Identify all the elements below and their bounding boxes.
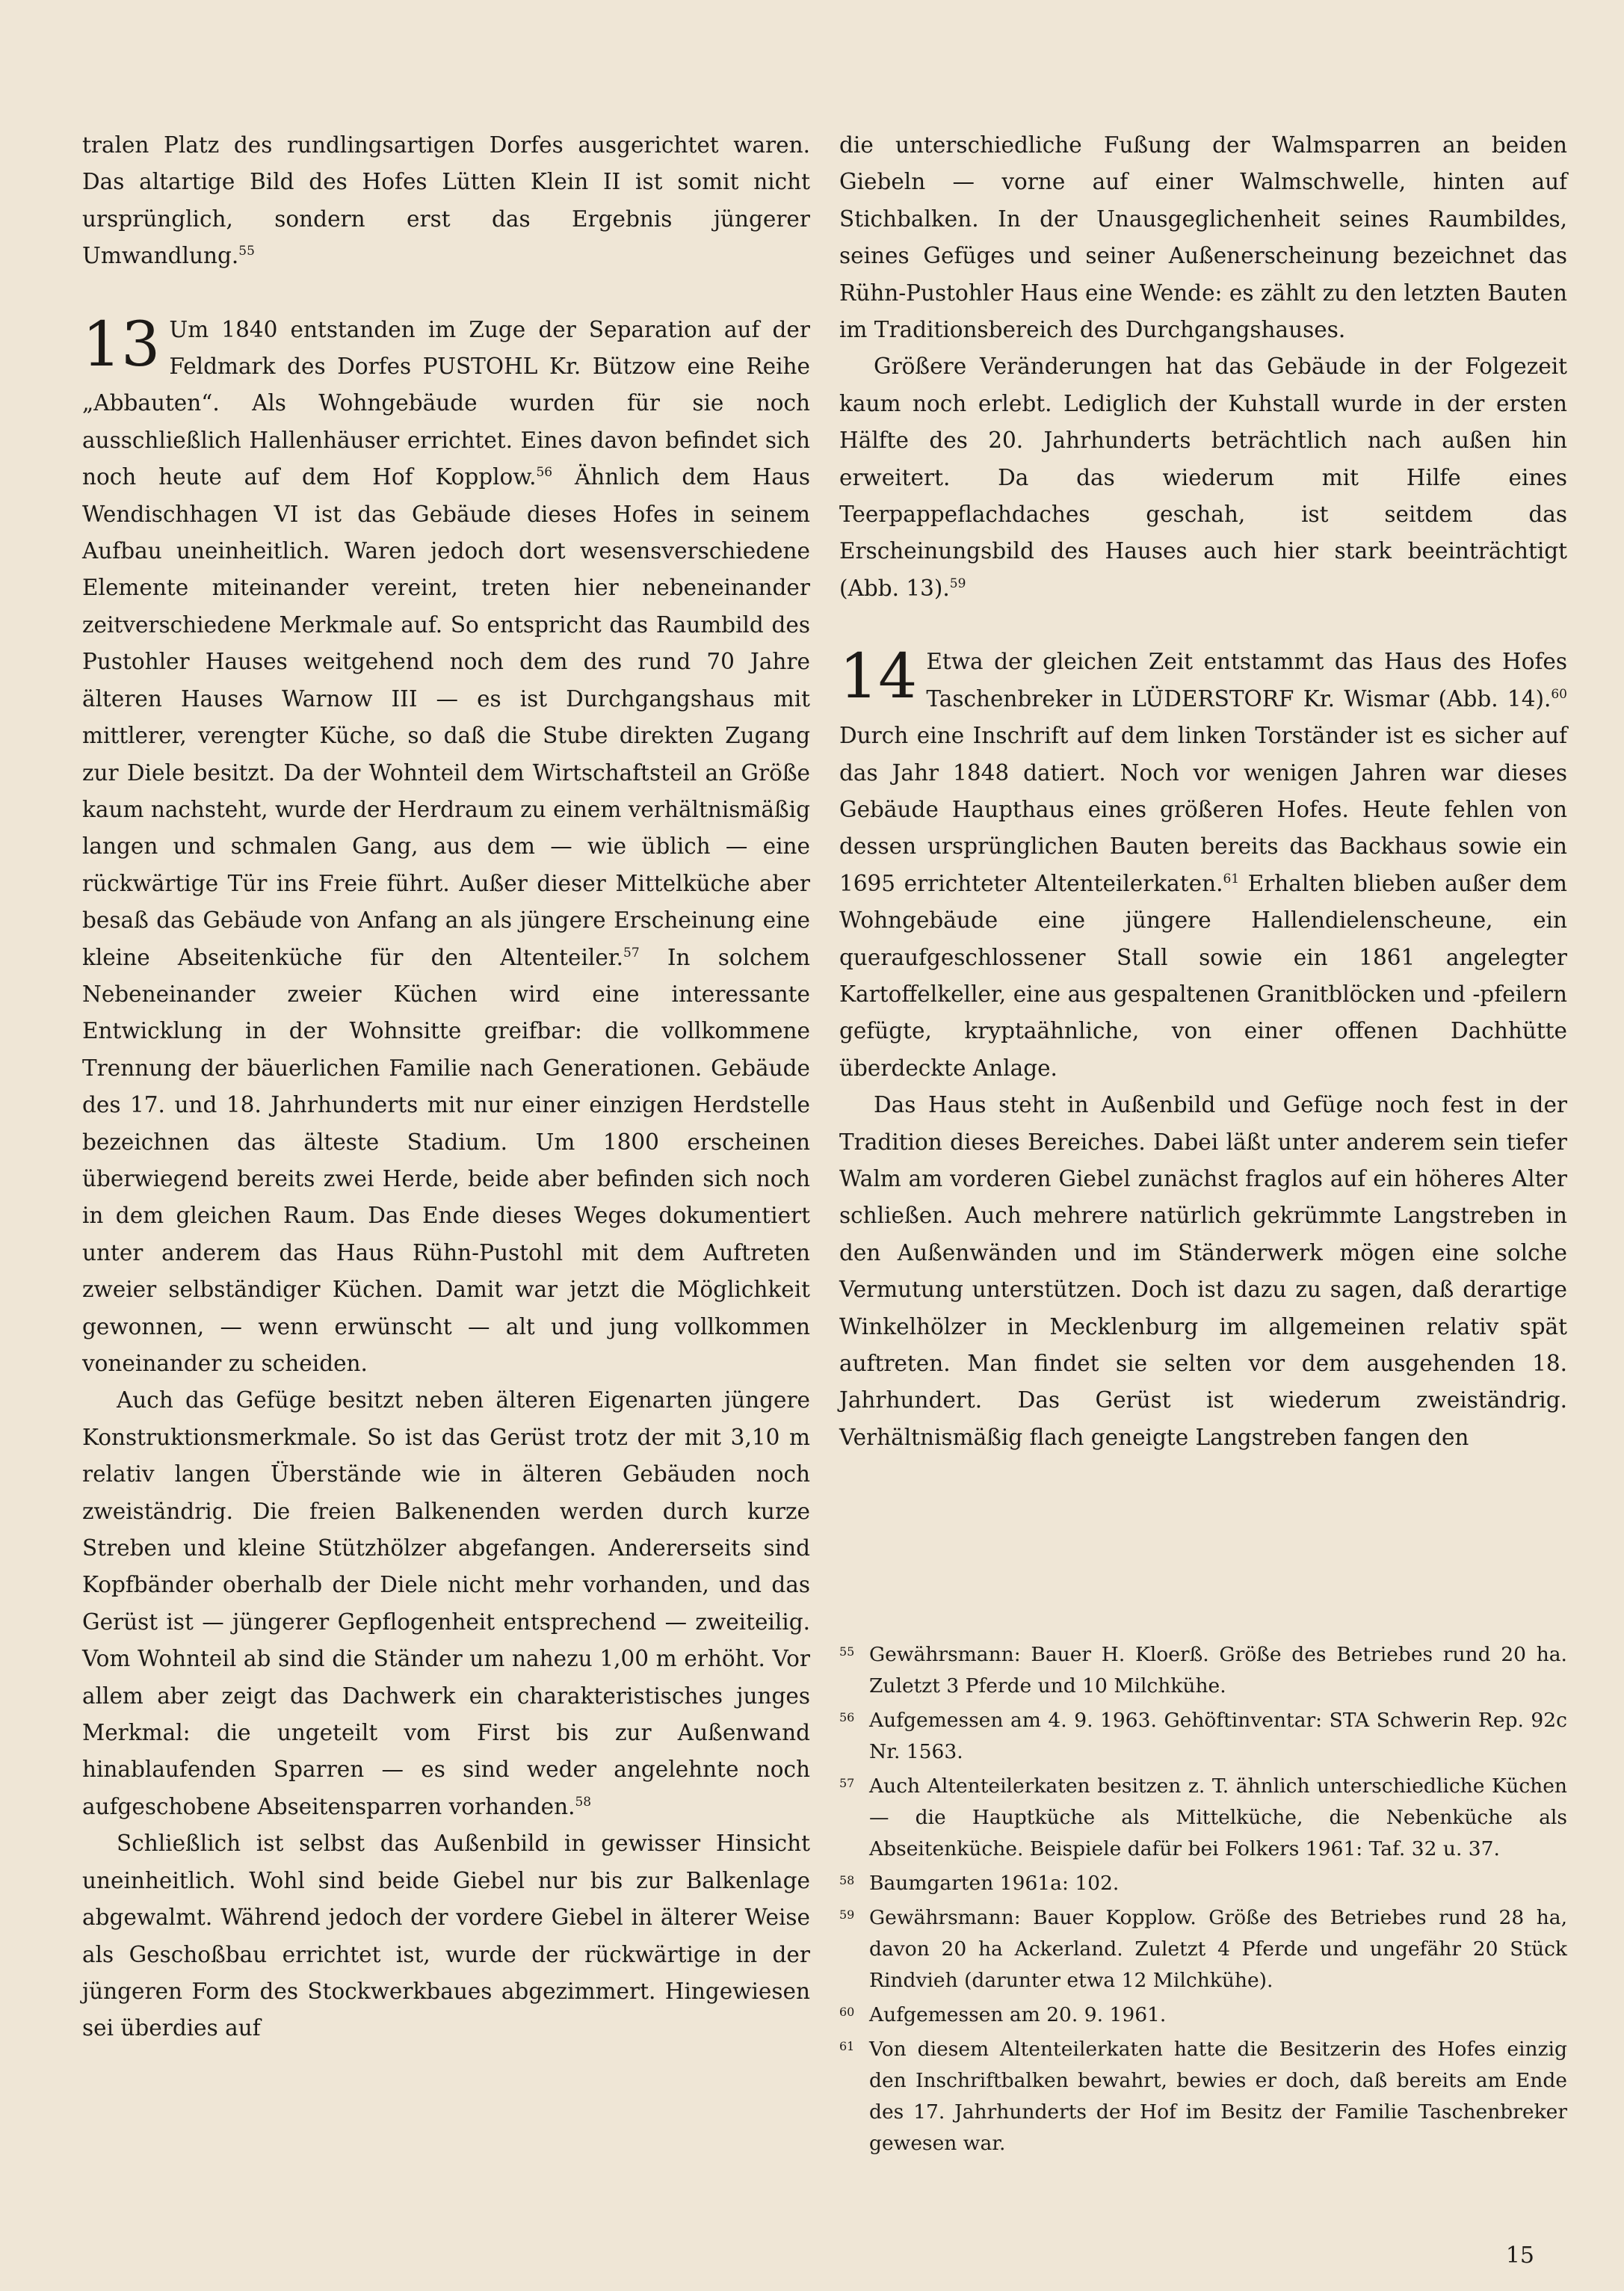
section-spacer — [839, 607, 1567, 644]
section-13-paragraph: 13 Um 1840 entstanden im Zuge der Separation auf der Feldmark des Dorfes PUSTOHL Kr. Bützow eine Reihe „Abbauten“. Als Wohngebäude wurden für sie noch ausschließlich Hallenhäuser errichtet. Eines davon befindet sich noch heute auf dem Hof Kopplow.$^{56}$ Ähnlich dem Haus Wendischhagen VI ist das Gebäude dieses Hofes in seinem Aufbau uneinheitlich. Waren jedoch dort wesensverschiedene Elemente miteinander vereint, treten hier nebeneinander zeitverschiedene Merkmale auf. So entspricht das Raumbild des Pustohler Hauses weitgehend noch dem des rund 70 Jahre älteren Hauses Warnow III — es ist Durchgangshaus mit mittlerer, verengter Küche, so daß die Stube direkten Zugang zur Diele besitzt. Da der Wohnteil dem Wirtschaftsteil an Größe kaum nachsteht, wurde der Herdraum zu einem verhältnismäßig langen und schmalen Gang, aus dem — wie üblich — eine rückwärtige Tür ins Freie führt. Außer dieser Mittelküche aber besaß das Gebäude von Anfang an als jüngere Erscheinung eine kleine Abseitenküche für den Altenteiler.$^{57}$ In solchem Nebeneinander zweier Küchen wird eine interessante Entwicklung in der Wohnsitte greifbar: die vollkommene Trennung der bäuerlichen Familie nach Generationen. Gebäude des 17. und 18. Jahrhunderts mit nur einer einzigen Herdstelle bezeichnen das älteste Stadium. Um 1800 erscheinen überwiegend bereits zwei Herde, beide aber befinden sich noch in dem gleichen Raum. Das Ende dieses Weges dokumentiert unter anderem das Haus Rühn-Pustohl mit dem Auftreten zweier selbständiger Küchen. Damit war jetzt die Möglichkeit gewonnen, — wenn erwünscht — alt und jung vollkommen voneinander zu scheiden. — [82, 309, 810, 1376]
footnote-ref[interactable]: 59 — [949, 576, 966, 592]
footnote-text: Von diesem Altenteilerkaten hatte die Besitzerin des Hofes einzig den Inschriftbalken bewahrt, bewies er doch, daß bereits am Ende des 17. Jahrhunderts der Hof im Besitz der Familie Taschenbreker gewesen war. — [869, 2038, 1567, 2155]
footnote-text: Baumgarten 1961a: 102. — [869, 1872, 1120, 1895]
footnote-ref[interactable]: 60 — [1551, 686, 1567, 702]
footnote — [839, 1999, 1567, 2031]
footnote-number: 57 — [839, 1776, 855, 1790]
paragraph: Das Haus steht in Außenbild und Gefüge noch fest in der Tradition dieses Bereiches. Dabei läßt unter anderem sein tiefer Walm am vorderen Giebel zunächst fraglos auf ein höheres Alter schließen. Auch mehrere natürlich gekrümmte Langstreben in den Außenwänden und im Ständerwerk mögen eine solche Vermutung unterstützen. Doch ist dazu zu sagen, daß derartige Winkelhölzer in Mecklenburg im allgemeinen relativ spät auftreten. Man findet sie selten vor dem ausgehenden 18. Jahrhundert. Das Gerüst ist wiederum zweiständrig. Verhältnismäßig flach geneigte Langstreben fangen den — [839, 1092, 1567, 1450]
footnote-ref[interactable]: 58 — [575, 1795, 592, 1810]
footnote-text: Aufgemessen am 20. 9. 1961. — [869, 2003, 1167, 2026]
footnote-text: Gewährsmann: Bauer Kopplow. Größe des Betriebes rund 28 ha, davon 20 ha Ackerland. Zuletzt 4 Pferde und ungefähr 20 Stück Rindvieh (darunter etwa 12 Milchkühe). — [869, 1906, 1567, 1992]
footnote-number: 59 — [839, 1908, 855, 1922]
paragraph-continuation: tralen Platz des rundlingsartigen Dorfes ausgerichtet waren. Das altartige Bild des Hofes Lütten Klein II ist somit nicht ursprünglich, sondern erst das Ergebnis jüngerer Umwandlung.$^{55}$ — [82, 132, 810, 269]
page-number: 15 — [1505, 2242, 1534, 2269]
section-14-paragraph: 14 Etwa der gleichen Zeit entstammt das Haus des Hofes Taschenbreker in LÜDERSTORF Kr. Wismar (Abb. 14).$^{60}$ Durch eine Inschrift auf dem linken Torständer ist es sicher auf das Jahr 1848 datiert. Noch vor wenigen Jahren war dieses Gebäude Haupthaus eines größeren Hofes. Heute fehlen von dessen ursprünglichen Bauten bereits das Backhaus sowie ein 1695 errichteter Altenteilerkaten.$^{61}$ Erhalten blieben außer dem Wohngebäude eine jüngere Hallendielenscheune, ein queraufgeschlossener Stall sowie ein 1861 angelegter Kartoffelkeller, eine aus gespaltenen Granitblöcken und -pfeilern gefügte, kryptaähnliche, von einer offenen Dachhütte überdeckte Anlage. — [839, 641, 1567, 1081]
section-number: 14 — [839, 641, 918, 713]
footnote-number: 55 — [839, 1644, 855, 1659]
footnote — [839, 1705, 1567, 1768]
left-column — [82, 127, 810, 2047]
footnote-ref[interactable]: 57 — [623, 945, 640, 961]
footnote — [839, 1771, 1567, 1865]
footnote — [839, 1868, 1567, 1899]
footnote-ref[interactable]: 56 — [536, 465, 553, 481]
footnote-text: Aufgemessen am 4. 9. 1963. Gehöftinventar: STA Schwerin Rep. 92c Nr. 1563. — [869, 1709, 1567, 1763]
section-spacer — [82, 275, 810, 312]
right-column — [839, 127, 1567, 1456]
paragraph-continuation: die unterschiedliche Fußung der Walmsparren an beiden Giebeln — vorne auf einer Walmschwelle, hinten auf Stichbalken. In der Unausgeglichenheit seines Raumbildes, seines Gefüges und seiner Außenerscheinung bezeichnet das Rühn-Pustohler Haus eine Wende: es zählt zu den letzten Bauten im Traditionsbereich des Durchgangshauses. — [839, 132, 1567, 343]
footnote-number: 56 — [839, 1710, 855, 1724]
footnote — [839, 1639, 1567, 1702]
paragraph: Auch das Gefüge besitzt neben älteren Eigenarten jüngere Konstruktionsmerkmale. So ist das Gerüst trotz der mit 3,10 m relativ langen Überstände wie in älteren Gebäuden noch zweiständrig. Die freien Balkenenden werden durch kurze Streben und kleine Stützhölzer abgefangen. Andererseits sind Kopfbänder oberhalb der Diele nicht mehr vorhanden, und das Gerüst ist — jüngerer Gepflogenheit entsprechend — zweiteilig. Vom Wohnteil ab sind die Ständer um nahezu 1,00 m erhöht. Vor allem aber zeigt das Dachwerk ein charakteristisches junges Merkmal: die ungeteilt vom First bis zur Außenwand hinablaufenden Sparren — es sind weder angelehnte noch aufgeschobene Abseitensparren vorhanden.$^{58}$ — [82, 1387, 810, 1819]
footnote-number: 61 — [839, 2039, 855, 2053]
footnote-text: Auch Altenteilerkaten besitzen z. T. ähnlich unterschiedliche Küchen — die Hauptküche als Mittelküche, die Nebenküche als Abseitenküche. Beispiele dafür bei Folkers 1961: Taf. 32 u. 37. — [869, 1774, 1567, 1860]
footnote-number: 60 — [839, 2005, 855, 2019]
footnote — [839, 2034, 1567, 2159]
footnote-text: Gewährsmann: Bauer H. Kloerß. Größe des Betriebes rund 20 ha. Zuletzt 3 Pferde und 10 Milchkühe. — [869, 1643, 1567, 1698]
footnote — [839, 1902, 1567, 1996]
section-number: 13 — [82, 309, 161, 380]
footnote-ref[interactable]: 55 — [238, 244, 255, 259]
paragraph: Schließlich ist selbst das Außenbild in gewisser Hinsicht uneinheitlich. Wohl sind beide Giebel nur bis zur Balkenlage abgewalmt. Während jedoch der vordere Giebel in älterer Weise als Geschoßbau errichtet ist, wurde der rückwärtige in der jüngeren Form des Stockwerkbaues abgezimmert. Hingewiesen sei überdies auf — [82, 1831, 810, 2041]
footnote-ref[interactable]: 61 — [1223, 871, 1240, 887]
footnote-number: 58 — [839, 1873, 855, 1887]
paragraph: Größere Veränderungen hat das Gebäude in der Folgezeit kaum noch erlebt. Lediglich der Kuhstall wurde in der ersten Hälfte des 20. Jahrhunderts beträchtlich nach außen hin erweitert. Da das wiederum mit Hilfe eines Teerpappeflachdaches geschah, ist seitdem das Erscheinungsbild des Hauses auch hier stark beeinträchtigt (Abb. 13).$^{59}$ — [839, 354, 1567, 601]
footnotes — [839, 1639, 1567, 2162]
